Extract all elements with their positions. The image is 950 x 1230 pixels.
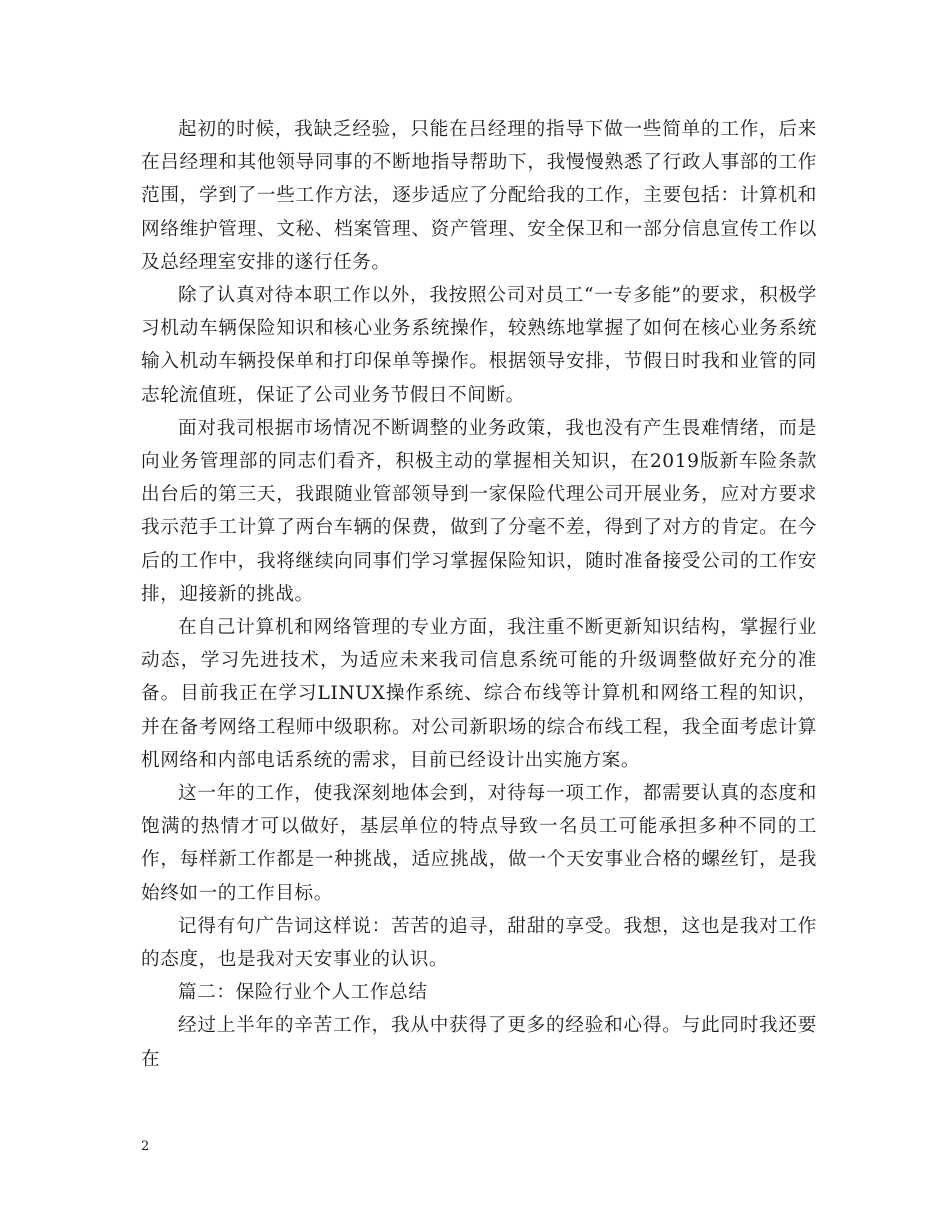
page-number: 2 xyxy=(141,1139,150,1154)
section-heading: 篇二：保险行业个人工作总结 xyxy=(178,982,428,1004)
paragraph-year-reflection: 这一年的工作，使我深刻地体会到，对待每一项工作，都需要认真的态度和饱满的热情才可以做好，基层单位的特点导致一名员工可能承担多种不同的工作，每样新工作都是一种挑战，适应挑战，做一个天安事业合格的螺丝钉，是我始终如一的工作目标。 xyxy=(141,783,817,904)
document-body xyxy=(141,113,817,1076)
paragraph-business-policy: 面对我司根据市场情况不断调整的业务政策，我也没有产生畏难情绪，而是向业务管理部的同志们看齐，积极主动的掌握相关知识，在2019版新车险条款出台后的第三天，我跟随业管部领导到一家保险代理公司开展业务，应对方要求我示范手工计算了两台车辆的保费，做到了分毫不差，得到了对方的肯定。在今后的工作中，我将继续向同事们学习掌握保险知识，随时准备接受公司的工作安排，迎接新的挑战。 xyxy=(141,417,817,605)
paragraph-multi-skill: 除了认真对待本职工作以外，我按照公司对员工“一专多能”的要求，积极学习机动车辆保险知识和核心业务系统操作，较熟练地掌握了如何在核心业务系统输入机动车辆投保单和打印保单等操作。根据领导安排，节假日时我和业管的同志轮流值班，保证了公司业务节假日不间断。 xyxy=(141,285,817,406)
paragraph-slogan: 记得有句广告词这样说：苦苦的追寻，甜甜的享受。我想，这也是我对工作的态度，也是我对天安事业的认识。 xyxy=(141,915,817,971)
paragraph-professional-development: 在自己计算机和网络管理的专业方面，我注重不断更新知识结构，掌握行业动态，学习先进技术，为适应未来我司信息系统可能的升级调整做好充分的准备。目前我正在学习LINUX操作系统、综合布线等计算机和网络工程的知识，并在备考网络工程师中级职称。对公司新职场的综合布线工程，我全面考虑计算机网络和内部电话系统的需求，目前已经设计出实施方案。 xyxy=(141,617,817,771)
paragraph-intro-experience: 起初的时候，我缺乏经验，只能在吕经理的指导下做一些简单的工作，后来在吕经理和其他领导同事的不断地指导帮助下，我慢慢熟悉了行政人事部的工作范围，学到了一些工作方法，逐步适应了分配给我的工作，主要包括：计算机和网络维护管理、文秘、档案管理、资产管理、安全保卫和一部分信息宣传工作以及总经理室安排的遂行任务。 xyxy=(141,119,817,273)
paragraph-half-year-summary: 经过上半年的辛苦工作，我从中获得了更多的经验和心得。与此同时我还要在 xyxy=(141,1015,817,1070)
